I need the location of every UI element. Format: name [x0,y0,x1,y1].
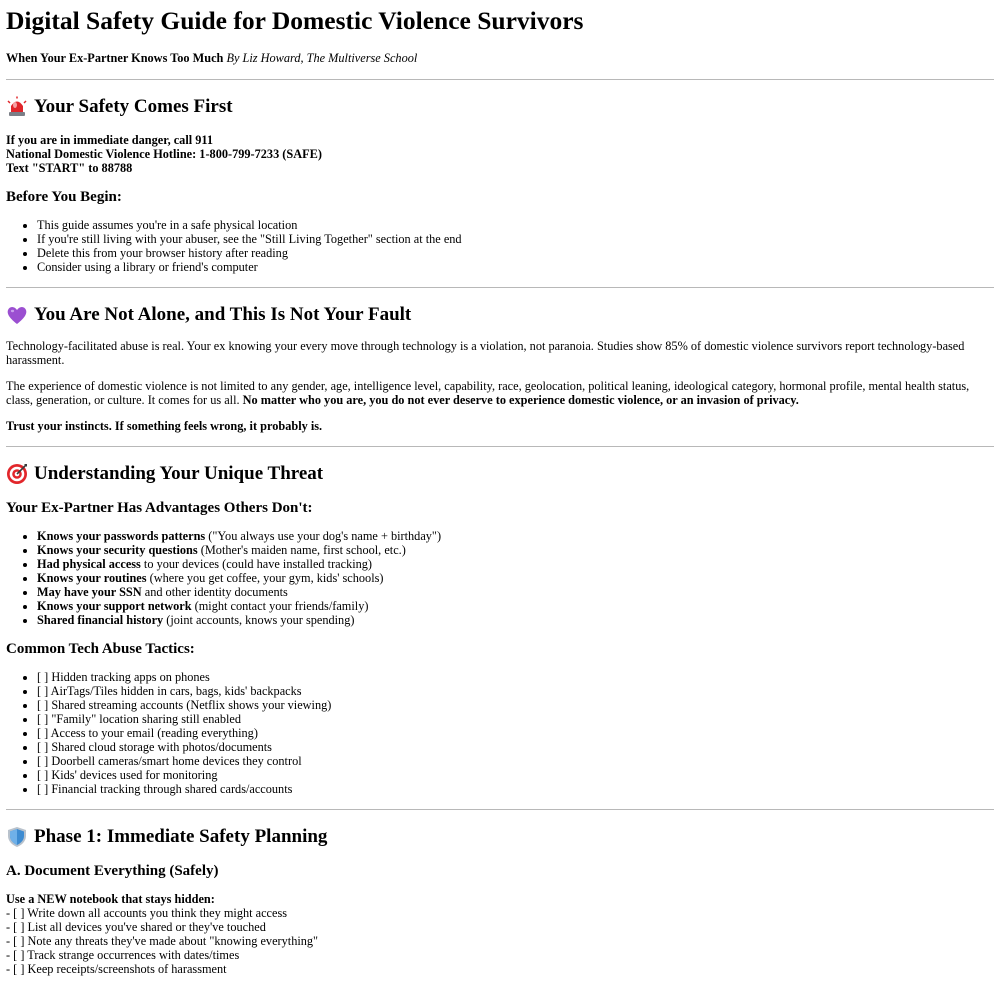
purple-heart-icon [6,304,28,326]
checklist-item: - [ ] Track strange occurrences with dates/times [6,948,240,962]
checklist-item: - [ ] List all devices you've shared or they've touched [6,920,266,934]
list-item [37,543,994,557]
item-text: ("You always use your dog's name + birthday") [205,529,442,543]
paragraph [6,419,994,433]
advantages-list [6,529,994,627]
list-item: • [ ] Hidden tracking apps on phones [37,670,994,684]
list-item: • [ ] Doorbell cameras/smart home devices they control [37,754,994,768]
item-bold: Knows your security questions [37,543,198,557]
before-list [6,218,994,274]
list-item: • [ ] Shared streaming accounts (Netflix shows your viewing) [37,698,994,712]
notebook-block [6,892,994,976]
subtitle [6,51,994,66]
hotline-line: National Domestic Violence Hotline: 1-800-799-7233 (SAFE) [6,147,322,161]
list-item: • This guide assumes you're in a safe physical location [37,218,994,232]
tactics-heading: Common Tech Abuse Tactics: [6,641,195,657]
list-item [37,557,994,571]
item-text: and other identity documents [141,585,288,599]
divider [6,446,994,447]
emergency-line: If you are in immediate danger, call 911 [6,133,213,147]
divider [6,287,994,288]
list-item [37,529,994,543]
tactics-list [6,670,994,796]
subtitle-bold: When Your Ex-Partner Knows Too Much [6,51,224,65]
emergency-contacts [6,133,994,175]
text-line: Text "START" to 88788 [6,161,133,175]
before-heading: Before You Begin: [6,189,122,205]
list-item: • [ ] Kids' devices used for monitoring [37,768,994,782]
target-icon [6,463,28,485]
list-item: • Consider using a library or friend's computer [37,260,994,274]
list-item: • [ ] "Family" location sharing still enabled [37,712,994,726]
alone-heading-text: You Are Not Alone, and This Is Not Your Fault [34,304,412,325]
safety-heading-text: Your Safety Comes First [34,96,233,117]
checklist-item: - [ ] Write down all accounts you think they might access [6,906,288,920]
trust-instincts: Trust your instincts. If something feels wrong, it probably is. [6,419,323,433]
list-item: • [ ] Shared cloud storage with photos/documents [37,740,994,754]
list-item: • [ ] Financial tracking through shared cards/accounts [37,782,994,796]
divider [6,809,994,810]
item-bold: Knows your support network [37,599,192,613]
threat-heading [6,462,994,486]
list-item: • Delete this from your browser history after reading [37,246,994,260]
paragraph: Technology-facilitated abuse is real. Your ex knowing your every move through technology is a violation, not paranoia. Studies show 85% of domestic violence survivors report technology-based harassment. [6,339,965,367]
paragraph [6,379,994,407]
item-text: (joint accounts, knows your spending) [163,613,355,627]
item-bold: Had physical access [37,557,141,571]
phase1-heading-text: Phase 1: Immediate Safety Planning [34,826,328,847]
subtitle-author: By Liz Howard, The Multiverse School [226,51,418,65]
divider [6,79,994,80]
page-title: Digital Safety Guide for Domestic Violence Survivors [6,6,584,35]
list-item [37,613,994,627]
list-item [37,571,994,585]
paragraph-text: The experience of domestic violence is not limited to any gender, age, intelligence level, capability, race, geolocation, political leaning, ideological category, hormonal profile, mental health status, class, generation, or culture. It comes for us all. [6,379,970,407]
item-bold: Knows your routines [37,571,147,585]
notebook-instruction: Use a NEW notebook that stays hidden: [6,892,215,906]
item-text: (might contact your friends/family) [191,599,369,613]
item-text: to your devices (could have installed tracking) [140,557,373,571]
shield-icon [6,826,28,848]
item-bold: May have your SSN [37,585,142,599]
checklist-item: - [ ] Note any threats they've made about "knowing everything" [6,934,319,948]
threat-heading-text: Understanding Your Unique Threat [34,463,324,484]
siren-icon [6,96,28,118]
list-item: • [ ] AirTags/Tiles hidden in cars, bags, kids' backpacks [37,684,994,698]
paragraph-emphasis: No matter who you are, you do not ever deserve to experience domestic violence, or an invasion of privacy. [242,393,799,407]
list-item [37,585,994,599]
list-item: • If you're still living with your abuser, see the "Still Living Together" section at the end [37,232,994,246]
document-heading: A. Document Everything (Safely) [6,863,219,879]
checklist-item: - [ ] Keep receipts/screenshots of harassment [6,962,227,976]
item-bold: Knows your passwords patterns [37,529,206,543]
item-text: (where you get coffee, your gym, kids' schools) [146,571,384,585]
item-bold: Shared financial history [37,613,164,627]
alone-heading [6,303,994,327]
list-item: • [ ] Access to your email (reading everything) [37,726,994,740]
list-item [37,599,994,613]
advantages-heading: Your Ex-Partner Has Advantages Others Don't: [6,500,313,516]
safety-heading [6,95,994,119]
item-text: (Mother's maiden name, first school, etc.) [197,543,406,557]
phase1-heading [6,825,994,849]
